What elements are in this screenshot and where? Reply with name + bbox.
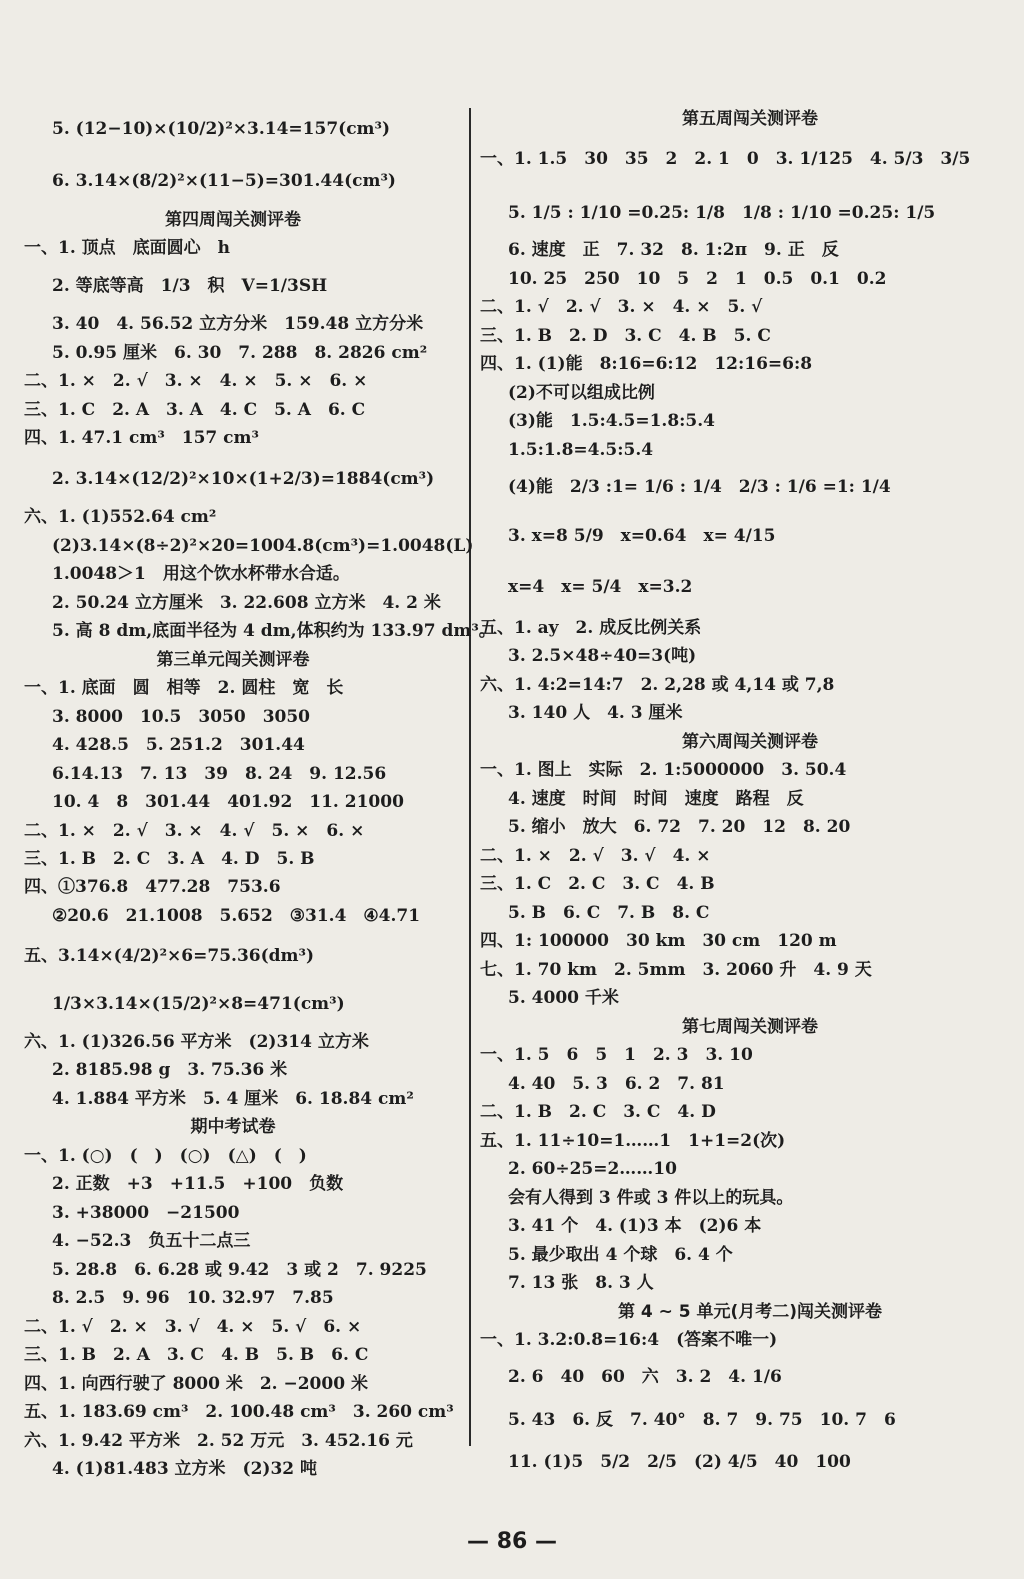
section-heading: 第七周闯关测评卷 (682, 1017, 818, 1037)
answer-line: 一、1. 图上 实际 2. 1:5000000 3. 50.4 (480, 760, 847, 780)
section-heading: 第 4 ~ 5 单元(月考二)闯关测评卷 (617, 1302, 883, 1322)
answer-line: 3. 140 人 4. 3 厘米 (508, 703, 683, 723)
answer-line: 三、1. B 2. A 3. C 4. B 5. B 6. C (24, 1345, 369, 1365)
answer-line: 一、1. 5 6 5 1 2. 3 3. 10 (480, 1045, 753, 1065)
answer-line: 五、1. 183.69 cm³ 2. 100.48 cm³ 3. 260 cm³ (24, 1402, 454, 1422)
answer-line: 五、1. ay 2. 成反比例关系 (480, 618, 702, 638)
answer-line: 五、1. 11÷10=1……1 1+1=2(次) (480, 1131, 786, 1151)
answer-line: 四、1. (1)能 8:16=6:12 12:16=6:8 (480, 354, 813, 374)
answer-line: (4)能 2/3 :1= 1/6 : 1/4 2/3 : 1/6 =1: 1/4 (508, 477, 891, 497)
answer-line: ②20.6 21.1008 5.652 ③31.4 ④4.71 (52, 906, 421, 926)
answer-line: 5. 最少取出 4 个球 6. 4 个 (508, 1245, 733, 1265)
answer-line: 二、1. √ 2. √ 3. × 4. × 5. √ (480, 297, 763, 317)
answer-line: x=4 x= 5/4 x=3.2 (508, 577, 693, 597)
answer-line: 5. 高 8 dm,底面半径为 4 dm,体积约为 133.97 dm³。 (52, 621, 496, 641)
answer-line: 5. 1/5 : 1/10 =0.25: 1/8 1/8 : 1/10 =0.25: 1/5 (508, 203, 936, 223)
answer-line: 一、1. 1.5 30 35 2 2. 1 0 3. 1/125 4. 5/3 3/5 (480, 149, 971, 169)
answer-line: 4. (1)81.483 立方米 (2)32 吨 (52, 1459, 318, 1479)
section-heading: 第五周闯关测评卷 (682, 109, 818, 129)
answer-line: 2. 正数 +3 +11.5 +100 负数 (52, 1174, 344, 1194)
answer-line: 三、1. B 2. C 3. A 4. D 5. B (24, 849, 315, 869)
answer-line: 1/3×3.14×(15/2)²×8=471(cm³) (52, 994, 345, 1014)
answer-line: 8. 2.5 9. 96 10. 32.97 7.85 (52, 1288, 334, 1308)
answer-line: 6.14.13 7. 13 39 8. 24 9. 12.56 (52, 764, 387, 784)
section-heading: 期中考试卷 (190, 1117, 276, 1137)
answer-line: 7. 13 张 8. 3 人 (508, 1273, 654, 1293)
answer-line: 二、1. √ 2. × 3. √ 4. × 5. √ 6. × (24, 1317, 362, 1337)
answer-line: 3. x=8 5/9 x=0.64 x= 4/15 (508, 526, 776, 546)
answer-line: 二、1. × 2. √ 3. × 4. × 5. × 6. × (24, 371, 368, 391)
answer-line: 一、1. 底面 圆 相等 2. 圆柱 宽 长 (24, 678, 344, 698)
page-number: — 86 — (467, 1529, 557, 1554)
answer-line: 4. −52.3 负五十二点三 (52, 1231, 251, 1251)
answer-line: 5. B 6. C 7. B 8. C (508, 903, 710, 923)
answer-line: 一、1. (○) ( ) (○) (△) ( ) (24, 1146, 307, 1166)
answer-line: 四、1: 100000 30 km 30 cm 120 m (480, 931, 837, 951)
answer-line: 四、1. 47.1 cm³ 157 cm³ (24, 428, 259, 448)
answer-line: 2. 8185.98 g 3. 75.36 米 (52, 1060, 288, 1080)
answer-line: 七、1. 70 km 2. 5mm 3. 2060 升 4. 9 天 (480, 960, 872, 980)
answer-line: 二、1. B 2. C 3. C 4. D (480, 1102, 716, 1122)
answer-line: 5. 28.8 6. 6.28 或 9.42 3 或 2 7. 9225 (52, 1260, 427, 1280)
answer-line: 四、①376.8 477.28 753.6 (24, 877, 281, 897)
answer-line: 5. 0.95 厘米 6. 30 7. 288 8. 2826 cm² (52, 343, 428, 363)
answer-line: 3. 41 个 4. (1)3 本 (2)6 本 (508, 1216, 762, 1236)
answer-line: 六、1. 4:2=14:7 2. 2,28 或 4,14 或 7,8 (480, 675, 835, 695)
answer-line: 二、1. × 2. √ 3. × 4. √ 5. × 6. × (24, 821, 365, 841)
answer-line: 3. 8000 10.5 3050 3050 (52, 707, 311, 727)
answer-line: 3. 2.5×48÷40=3(吨) (508, 646, 697, 666)
answer-line: 4. 428.5 5. 251.2 301.44 (52, 735, 305, 755)
answer-line: 一、1. 顶点 底面圆心 h (24, 238, 231, 258)
answer-line: 5. 4000 千米 (508, 988, 619, 1008)
answer-line: (2)不可以组成比例 (508, 383, 655, 403)
answer-line: 三、1. C 2. A 3. A 4. C 5. A 6. C (24, 400, 366, 420)
section-heading: 第三单元闯关测评卷 (156, 650, 310, 670)
answer-line: 五、3.14×(4/2)²×6=75.36(dm³) (24, 946, 315, 966)
answer-line: 2. 50.24 立方厘米 3. 22.608 立方米 4. 2 米 (52, 593, 441, 613)
answer-line: 3. +38000 −21500 (52, 1203, 240, 1223)
answer-line: 三、1. C 2. C 3. C 4. B (480, 874, 715, 894)
answer-line: 4. 40 5. 3 6. 2 7. 81 (508, 1074, 725, 1094)
answer-line: 3. 40 4. 56.52 立方分米 159.48 立方分米 (52, 314, 424, 334)
column-divider (469, 108, 471, 1446)
answer-line: (3)能 1.5:4.5=1.8:5.4 (508, 411, 716, 431)
answer-line: 4. 1.884 平方米 5. 4 厘米 6. 18.84 cm² (52, 1089, 414, 1109)
answer-line: 2. 60÷25=2……10 (508, 1159, 677, 1179)
answer-line: 2. 3.14×(12/2)²×10×(1+2/3)=1884(cm³) (52, 469, 435, 489)
answer-line: 4. 速度 时间 时间 速度 路程 反 (508, 789, 804, 809)
answer-line: 会有人得到 3 件或 3 件以上的玩具。 (508, 1188, 794, 1208)
answer-line: 三、1. B 2. D 3. C 4. B 5. C (480, 326, 771, 346)
answer-line: 六、1. 9.42 平方米 2. 52 万元 3. 452.16 元 (24, 1431, 413, 1451)
answer-line: 四、1. 向西行驶了 8000 米 2. −2000 米 (24, 1374, 368, 1394)
answer-line: (2)3.14×(8÷2)²×20=1004.8(cm³)=1.0048(L) (52, 536, 474, 556)
section-heading: 第四周闯关测评卷 (165, 210, 301, 230)
answer-line: 6. 速度 正 7. 32 8. 1:2π 9. 正 反 (508, 240, 839, 260)
answer-line: 10. 4 8 301.44 401.92 11. 21000 (52, 792, 404, 812)
answer-line: 1.0048＞1 用这个饮水杯带水合适。 (52, 564, 350, 584)
answer-line: 5. 43 6. 反 7. 40° 8. 7 9. 75 10. 7 6 (508, 1410, 896, 1430)
answer-line: 2. 等底等高 1/3 积 V=1/3SH (52, 276, 328, 296)
answer-line: 11. (1)5 5/2 2/5 (2) 4/5 40 100 (508, 1452, 851, 1472)
answer-line: 6. 3.14×(8/2)²×(11−5)=301.44(cm³) (52, 171, 396, 191)
answer-line: 5. (12−10)×(10/2)²×3.14=157(cm³) (52, 119, 391, 139)
answer-line: 1.5:1.8=4.5:5.4 (508, 440, 654, 460)
section-heading: 第六周闯关测评卷 (682, 732, 818, 752)
answer-line: 一、1. 3.2:0.8=16:4 (答案不唯一) (480, 1330, 778, 1350)
answer-line: 5. 缩小 放大 6. 72 7. 20 12 8. 20 (508, 817, 851, 837)
answer-line: 2. 6 40 60 六 3. 2 4. 1/6 (508, 1367, 782, 1387)
answer-line: 六、1. (1)552.64 cm² (24, 507, 217, 527)
answer-line: 二、1. × 2. √ 3. √ 4. × (480, 846, 711, 866)
answer-line: 10. 25 250 10 5 2 1 0.5 0.1 0.2 (508, 269, 887, 289)
answer-line: 六、1. (1)326.56 平方米 (2)314 立方米 (24, 1032, 369, 1052)
